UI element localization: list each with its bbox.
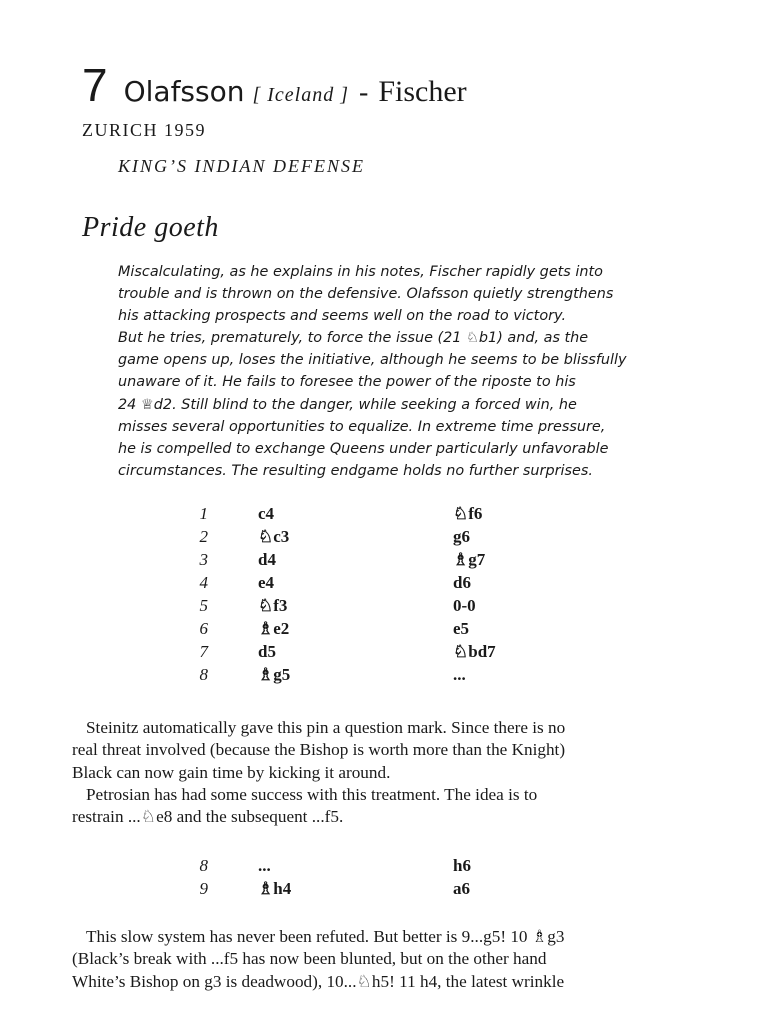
intro-line: he is compelled to exchange Queens under particularly unfavorable (118, 440, 609, 457)
intro-line: unaware of it. He fails to foresee the power of the riposte to his (118, 374, 576, 391)
black-move: ♘bd7 (453, 642, 496, 661)
intro-line: his attacking prospects and seems well on the road to victory. (118, 308, 567, 325)
white-move: ♘f3 (258, 596, 288, 615)
move-number: 1 (199, 504, 208, 523)
white-player-name: Olafsson (123, 75, 245, 108)
move-number: 9 (199, 879, 208, 898)
white-move: ♗h4 (258, 879, 292, 898)
intro-line: But he tries, prematurely, to force the issue (21 ♘b1) and, as the (118, 330, 589, 347)
move-list-2 (0, 856, 768, 902)
intro-line: 24 ♕d2. Still blind to the danger, while seeking a forced win, he (118, 396, 577, 413)
move-row (0, 527, 768, 550)
move-row (0, 856, 768, 879)
commentary-line: Black can now gain time by kicking it around. (72, 762, 391, 782)
move-row (0, 596, 768, 619)
players-separator: - (359, 77, 369, 108)
black-move: ♘f6 (453, 504, 483, 523)
intro-line: circumstances. The resulting endgame holds no further surprises. (118, 462, 593, 479)
move-row (0, 665, 768, 688)
move-number: 4 (199, 573, 208, 592)
commentary-line: Steinitz automatically gave this pin a question mark. Since there is no (86, 718, 566, 737)
move-number: 8 (199, 665, 208, 684)
move-row (0, 619, 768, 642)
move-row (0, 642, 768, 665)
move-number: 5 (199, 596, 208, 615)
move-number: 8 (199, 856, 208, 875)
black-move: e5 (453, 619, 470, 638)
white-move: ♘c3 (258, 527, 290, 546)
move-list-1 (0, 504, 768, 688)
black-move: d6 (453, 573, 471, 592)
move-row (0, 504, 768, 527)
white-move: ♗e2 (258, 619, 290, 638)
event-name: ZURICH 1959 (82, 120, 206, 140)
white-player-country: [ Iceland ] (252, 84, 350, 106)
commentary-1 (72, 717, 702, 828)
commentary-2 (72, 926, 702, 993)
white-move: d4 (258, 550, 276, 569)
black-move: a6 (453, 879, 470, 898)
intro-line: Miscalculating, as he explains in his notes, Fischer rapidly gets into (118, 264, 603, 280)
intro-paragraph (118, 261, 658, 482)
black-player-name: Fischer (378, 75, 467, 108)
move-number: 3 (199, 550, 208, 569)
white-move: d5 (258, 642, 276, 661)
game-number: 7 (82, 59, 108, 111)
move-number: 6 (199, 619, 208, 638)
intro-line: misses several opportunities to equalize. In extreme time pressure, (118, 418, 606, 435)
black-move: h6 (453, 856, 471, 875)
section-title: Pride goeth (82, 212, 219, 243)
move-row (0, 573, 768, 596)
white-move: c4 (258, 504, 275, 523)
black-move: ... (453, 665, 466, 684)
white-move: ♗g5 (258, 665, 291, 684)
move-row (0, 879, 768, 902)
commentary-line: restrain ...♘e8 and the subsequent ...f5. (72, 807, 344, 827)
commentary-line: White’s Bishop on g3 is deadwood), 10...♘h5! 11 h4, the latest wrinkle (72, 971, 565, 991)
white-move: e4 (258, 573, 275, 592)
opening-name: KING’S INDIAN DEFENSE (118, 156, 365, 176)
move-number: 7 (199, 642, 208, 661)
intro-line: game opens up, loses the initiative, although he seems to be blissfully (118, 352, 627, 369)
game-header (82, 58, 467, 112)
black-move: ♗g7 (453, 550, 486, 569)
black-move: 0-0 (453, 596, 476, 615)
commentary-line: This slow system has never been refuted. But better is 9...g5! 10 ♗g3 (86, 927, 565, 946)
black-move: g6 (453, 527, 470, 546)
move-number: 2 (199, 527, 208, 546)
white-move: ... (258, 856, 271, 875)
intro-line: trouble and is thrown on the defensive. Olafsson quietly strengthens (118, 286, 614, 303)
move-row (0, 550, 768, 573)
commentary-line: Petrosian has had some success with this treatment. The idea is to (86, 784, 538, 804)
commentary-line: (Black’s break with ...f5 has now been blunted, but on the other hand (72, 949, 547, 969)
commentary-line: real threat involved (because the Bishop is worth more than the Knight) (72, 740, 566, 760)
